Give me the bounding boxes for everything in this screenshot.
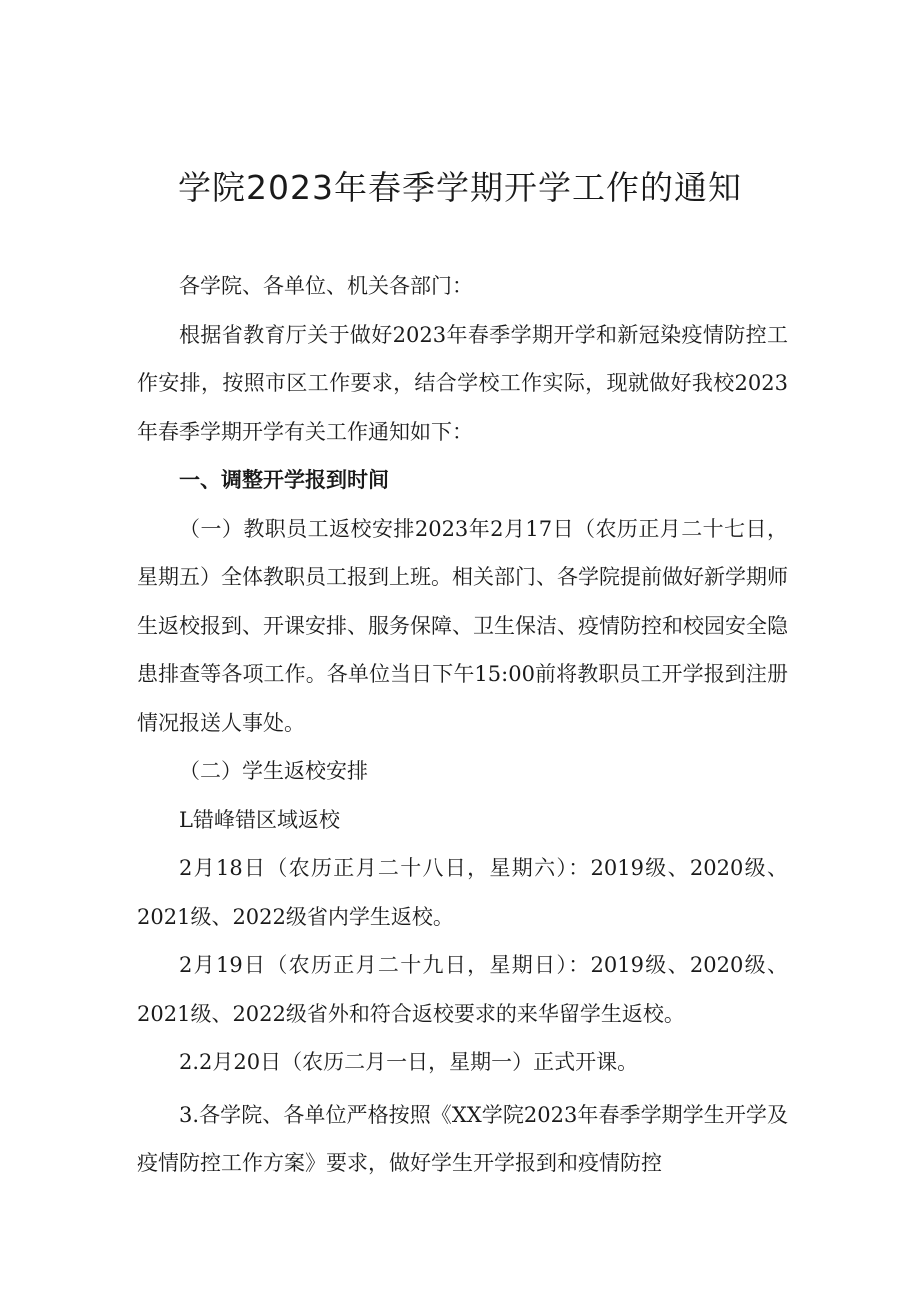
paragraph-feb19: 2月19日（农历正月二十九日，星期日）：2019级、2020级、2021级、2022级省外和符合返校要求的来华留学生返校。 <box>137 953 788 1026</box>
section-heading-1: 一、调整开学报到时间 <box>179 468 389 492</box>
salutation: 各学院、各单位、机关各部门： <box>179 274 473 298</box>
intro-paragraph: 根据省教育厅关于做好2023年春季学期开学和新冠染疫情防控工作安排，按照市区工作要求，结合学校工作实际，现就做好我校2023年春季学期开学有关工作通知如下： <box>137 322 788 444</box>
document-body <box>137 262 788 1188</box>
paragraph-staggered-return: L错峰错区域返校 <box>179 807 340 832</box>
paragraph-feb18: 2月18日（农历正月二十八日，星期六）：2019级、2020级、2021级、2022级省内学生返校。 <box>137 856 788 929</box>
paragraph-student-return-heading: （二）学生返校安排 <box>179 759 368 783</box>
paragraph-classes-start: 2.2月20日（农历二月一日，星期一）正式开课。 <box>179 1050 639 1074</box>
paragraph-requirements: 3.各学院、各单位严格按照《XX学院2023年春季学期学生开学及疫情防控工作方案》要求，做好学生开学报到和疫情防控 <box>137 1102 788 1175</box>
document-title: 学院2023年春季学期开学工作的通知 <box>178 168 742 207</box>
paragraph-staff-return: （一）教职员工返校安排2023年2月17日（农历正月二十七日，星期五）全体教职员工报到上班。相关部门、各学院提前做好新学期师生返校报到、开课安排、服务保障、卫生保洁、疫情防控和校园安全隐患排查等各项工作。各单位当日下午15:00前将教职员工开学报到注册情况报送人事处。 <box>137 516 788 735</box>
